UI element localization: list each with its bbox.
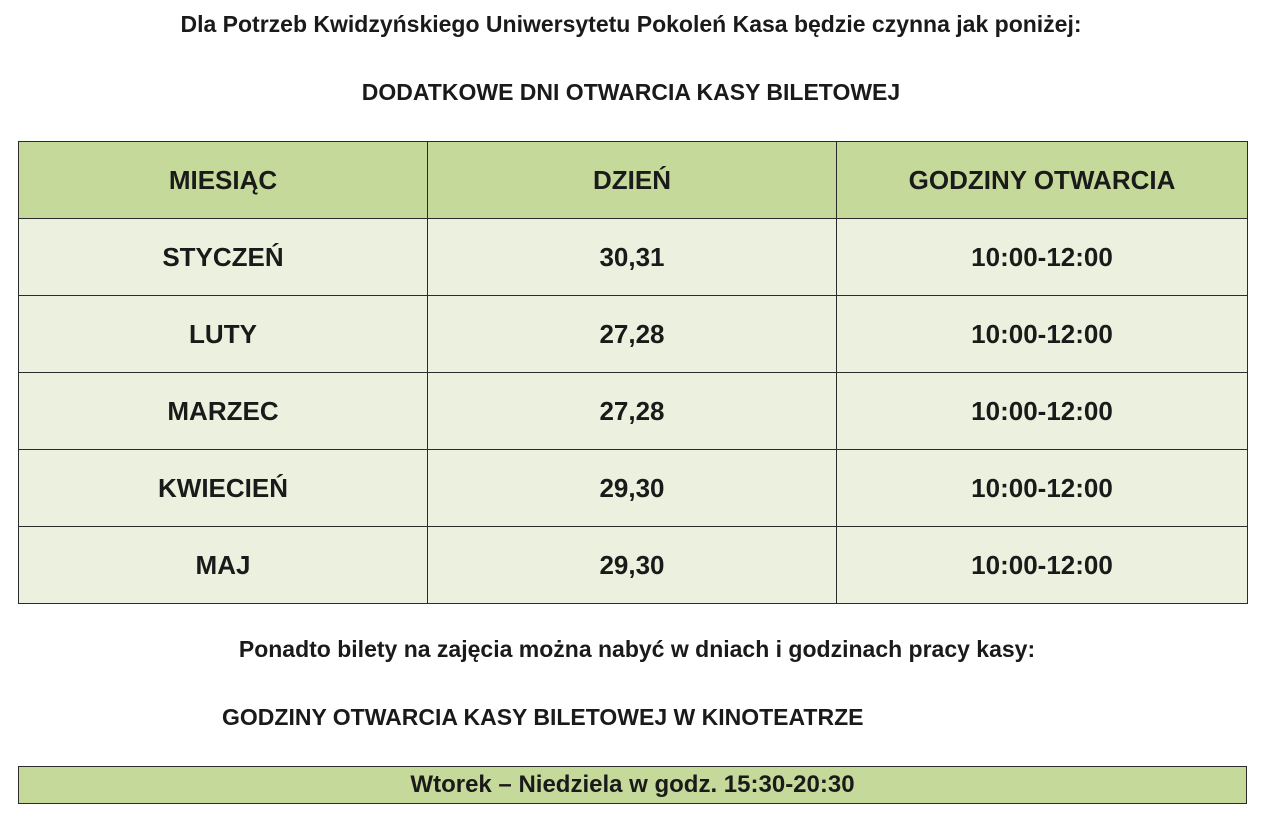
cell-month: MAJ <box>19 527 428 604</box>
cell-day: 30,31 <box>428 219 837 296</box>
kino-hours-title: GODZINY OTWARCIA KASY BILETOWEJ W KINOTEATRZE <box>222 704 864 730</box>
section-title: DODATKOWE DNI OTWARCIA KASY BILETOWEJ <box>361 79 901 105</box>
table-row <box>19 219 1248 296</box>
table-row <box>19 450 1248 527</box>
cell-day: 27,28 <box>428 296 837 373</box>
cell-day: 29,30 <box>428 527 837 604</box>
header-day: DZIEŃ <box>428 142 837 219</box>
cell-month: LUTY <box>19 296 428 373</box>
intro-text: Dla Potrzeb Kwidzyńskiego Uniwersytetu Pokoleń Kasa będzie czynna jak poniżej: <box>180 11 1082 37</box>
extra-info-text: Ponadto bilety na zajęcia można nabyć w dniach i godzinach pracy kasy: <box>238 636 1036 662</box>
cell-hours: 10:00-12:00 <box>837 527 1248 604</box>
cell-hours: 10:00-12:00 <box>837 373 1248 450</box>
table-header-row <box>19 142 1248 219</box>
cell-month: STYCZEŃ <box>19 219 428 296</box>
cell-hours: 10:00-12:00 <box>837 219 1248 296</box>
cell-day: 29,30 <box>428 450 837 527</box>
cell-month: MARZEC <box>19 373 428 450</box>
footer-hours-bar: Wtorek – Niedziela w godz. 15:30-20:30 <box>18 766 1247 804</box>
cell-hours: 10:00-12:00 <box>837 450 1248 527</box>
opening-days-table <box>18 141 1248 604</box>
header-month: MIESIĄC <box>19 142 428 219</box>
header-hours: GODZINY OTWARCIA <box>837 142 1248 219</box>
table-row <box>19 527 1248 604</box>
cell-day: 27,28 <box>428 373 837 450</box>
table-row <box>19 373 1248 450</box>
cell-month: KWIECIEŃ <box>19 450 428 527</box>
table-row <box>19 296 1248 373</box>
cell-hours: 10:00-12:00 <box>837 296 1248 373</box>
